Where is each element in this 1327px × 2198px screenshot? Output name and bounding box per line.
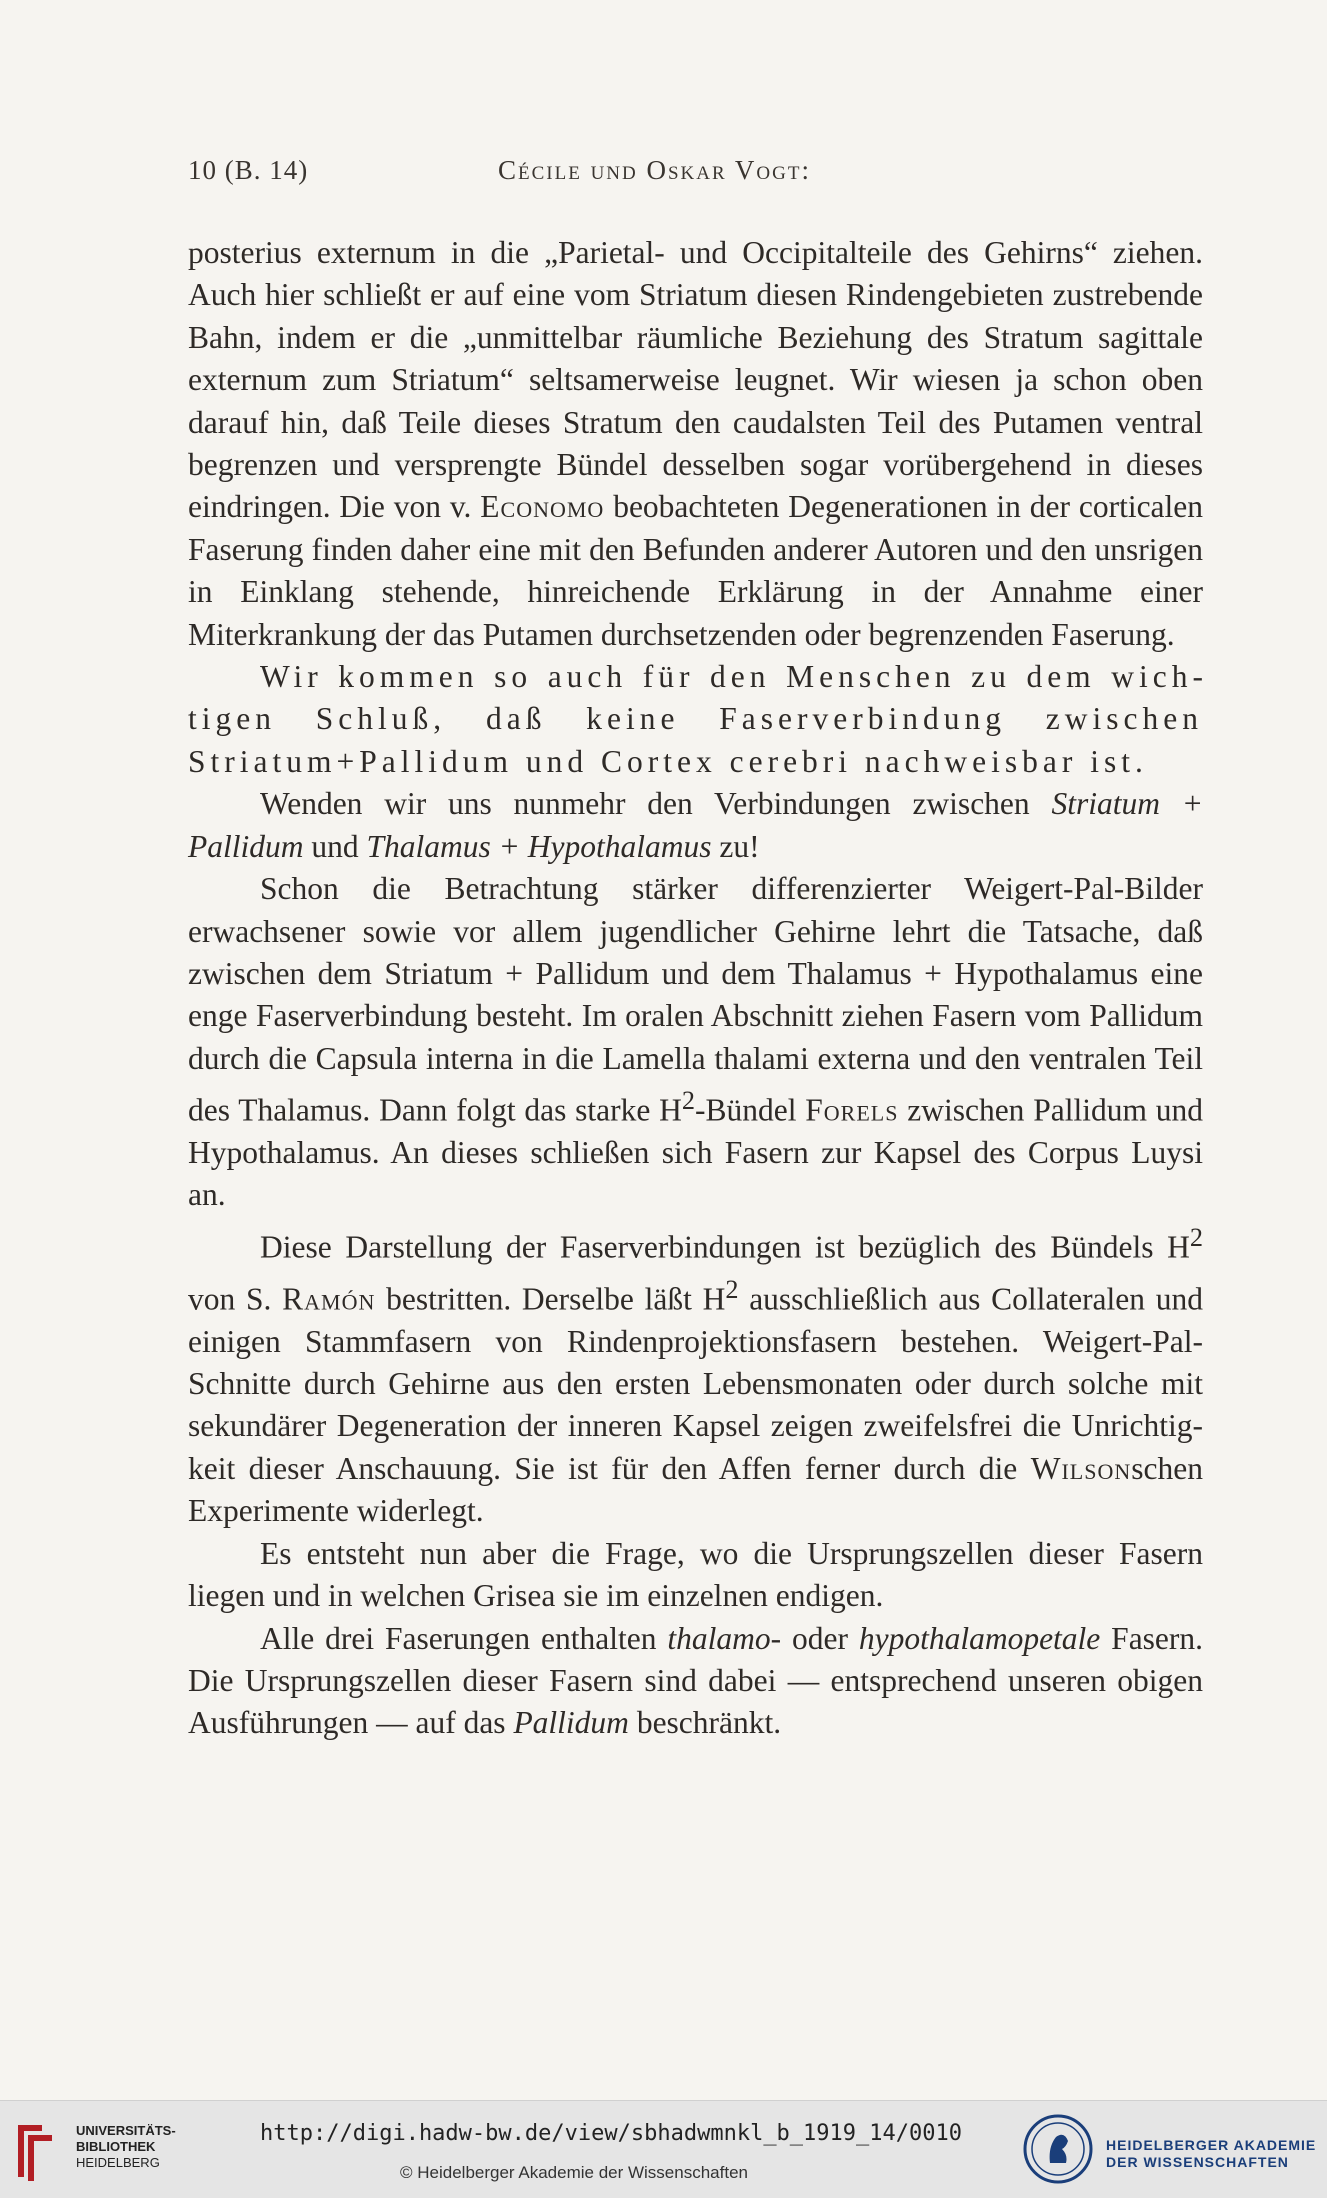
permalink-url[interactable]: http://digi.hadw-bw.de/view/sbhadwmnkl_b_1919_14/0010 xyxy=(260,2121,962,2146)
paragraph-4: Schon die Betrachtung stärker differenzierter Weigert-Pal-Bilder erwachsener sowie vor allem jugendlicher Gehirne lehrt die Tatsache, daß zwischen dem Striatum + Pallidum und dem Thalamus + Hypothalamus eine enge Faserverbindung besteht. Im oralen Abschnitt ziehen Fasern vom Pallidum durch die Capsula interna in die Lamella thalami externa und den ventralen Teil des Thalamus. Dann folgt das starke $H^2$-Bündel Forels zwischen Pallidum und Hypothalamus. An dieses schließen sich Fasern zur Kapsel des Corpus Luysi an. xyxy=(188,871,1203,1213)
author-name-ramon: Ramón xyxy=(282,1281,376,1317)
academy-name: HEIDELBERGER AKADEMIE DER WISSENSCHAFTEN xyxy=(1106,2137,1317,2170)
paragraph-5: Diese Darstellung der Faserverbindungen ist bezüglich des Bündels $H^2$ von S. Ramón bestritten. Derselbe läßt $H^2$ ausschließlich aus Collateralen und einigen Stammfasern von Rindenprojektionsfasern bestehen. Weigert-Pal-Schnitte durch Gehirne aus den ersten Lebensmonaten oder durch solche mit sekundärer Degeneration der inneren Kapsel zeigen zweifelsfrei die Unrichtigkeit dieser Anschauung. Sie ist für den Affen ferner durch die Wilsonschen Experimente widerlegt. xyxy=(188,1222,1204,1529)
page-number: 10 (B. 14) xyxy=(188,155,309,185)
university-library-name: UNIVERSITÄTS- BIBLIOTHEK HEIDELBERG xyxy=(76,2123,176,2170)
paragraph-3: Wenden wir uns nunmehr den Verbindungen zwischen Striatum + Pallidum und Thalamus + Hypothalamus zu! xyxy=(188,786,1203,864)
author-name-wilson: Wilson xyxy=(1030,1450,1132,1486)
paragraph-7: Alle drei Faserungen enthalten thalamo- oder hypothalamopetale Fasern. Die Ursprungszellen dieser Fasern sind dabei — entsprechend unseren obigen Ausführungen — auf das Pallidum beschränkt. xyxy=(188,1620,1204,1741)
author-name-economo: Economo xyxy=(480,489,605,525)
paragraph-1: posterius externum in die „Parietal- und Occipitalteile des Gehirns“ ziehen. Auch hier schließt er auf eine vom Striatum diesen Rindengebieten zustrebende Bahn, indem er die „unmittelbar räumliche Beziehung des Stratum sagittale externum zum Striatum“ seltsamerweise leugnet. Wir wiesen ja schon oben darauf hin, daß Teile dieses Stratum den caudalsten Teil des Putamen ventral begrenzen und versprengte Bündel desselben sogar vorübergehend in dieses eindringen. Die von v. Economo beobachteten Degenerationen in der corticalen Faserung finden daher eine mit den Befunden anderer Autoren und den unsrigen in Einklang stehende, hinreichende Erklärung in der Annahme einer Miterkrankung der das Putamen durchsetzenden oder begrenzenden Faserung. xyxy=(188,235,1204,652)
running-title: Cécile und Oskar Vogt: xyxy=(498,155,811,185)
paragraph-2-spaced: Wir kommen so auch für den Menschen zu dem wichtigen Schluß, daß keine Faserverbindung zwischen Striatum+Pallidum und Cortex cerebri nachweisbar ist. xyxy=(188,659,1203,779)
university-library-logo-icon xyxy=(12,2121,58,2183)
author-name-forels: Forels xyxy=(805,1092,899,1128)
viewer-footer xyxy=(0,2100,1327,2198)
body-text xyxy=(188,232,1203,1745)
copyright-notice: © Heidelberger Akademie der Wissenschaften xyxy=(400,2163,748,2182)
paragraph-6: Es entsteht nun aber die Frage, wo die Ursprungszellen dieser Fasern liegen und in welchen Grisea sie im einzelnen endigen. xyxy=(188,1535,1203,1614)
academy-seal-icon xyxy=(1022,2113,1094,2185)
